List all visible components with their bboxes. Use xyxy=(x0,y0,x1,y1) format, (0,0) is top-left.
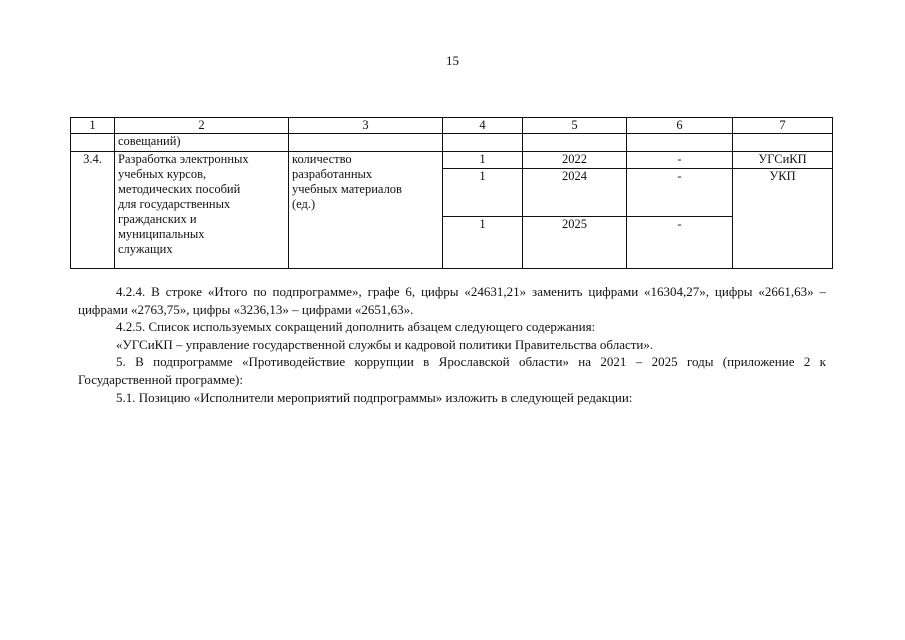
paragraph: «УГСиКП – управление государственной службы и кадровой политики Правительства области». xyxy=(116,336,654,352)
indicator-line: разработанных xyxy=(292,167,373,181)
indicator-line: количество xyxy=(292,152,352,166)
dash-cell: - xyxy=(627,217,733,269)
year-cell: 2025 xyxy=(523,217,627,269)
executor-cell: УГСиКП xyxy=(733,152,833,169)
table-header-row xyxy=(71,118,833,134)
table-continuation-row xyxy=(71,134,833,152)
measure-name-line: служащих xyxy=(118,242,173,256)
table-row xyxy=(71,152,833,169)
measure-name-line: методических пособий xyxy=(118,182,241,196)
dash-cell: - xyxy=(627,152,733,169)
value-cell: 1 xyxy=(443,152,523,169)
year-cell: 2022 xyxy=(523,152,627,169)
header-cell: 2 xyxy=(115,118,289,134)
dash-cell: - xyxy=(627,169,733,217)
measure-name-line: гражданских и xyxy=(118,212,197,226)
paragraph: 5. В подпрограмме «Противодействие коррупции в Ярославской области» на 2021 – 2025 годы (приложение 2 к Государственной программе): xyxy=(78,354,826,387)
year-cell: 2024 xyxy=(523,169,627,217)
header-cell: 1 xyxy=(71,118,115,134)
indicator-line: учебных материалов xyxy=(292,182,402,196)
paragraph: 4.2.4. В строке «Итого по подпрограмме», графе 6, цифры «24631,21» заменить цифрами «16304,27», цифры «2661,63» – цифрами «2763,75», цифры «3236,13» – цифрами «2651,63». xyxy=(78,284,826,317)
measure-name-line: Разработка электронных xyxy=(118,152,249,166)
indicator-line: (ед.) xyxy=(292,197,316,211)
measure-name xyxy=(115,152,289,269)
page-number: 15 xyxy=(446,53,459,68)
header-cell: 6 xyxy=(627,118,733,134)
paragraph: 5.1. Позицию «Исполнители мероприятий подпрограммы» изложить в следующей редакции: xyxy=(116,389,633,405)
measure-name-line: учебных курсов, xyxy=(118,167,207,181)
measure-name-line: для государственных xyxy=(118,197,231,211)
value-cell: 1 xyxy=(443,169,523,217)
value-cell: 1 xyxy=(443,217,523,269)
continuation-text: совещаний) xyxy=(115,134,289,152)
body-text xyxy=(78,283,826,406)
indicator-name xyxy=(289,152,443,269)
paragraph: 4.2.5. Список используемых сокращений дополнить абзацем следующего содержания: xyxy=(116,319,596,335)
executor-cell: УКП xyxy=(733,169,833,269)
header-cell: 5 xyxy=(523,118,627,134)
measures-table xyxy=(70,117,833,269)
measure-name-line: муниципальных xyxy=(118,227,205,241)
header-cell: 7 xyxy=(733,118,833,134)
header-cell: 3 xyxy=(289,118,443,134)
header-cell: 4 xyxy=(443,118,523,134)
row-id: 3.4. xyxy=(71,152,115,269)
